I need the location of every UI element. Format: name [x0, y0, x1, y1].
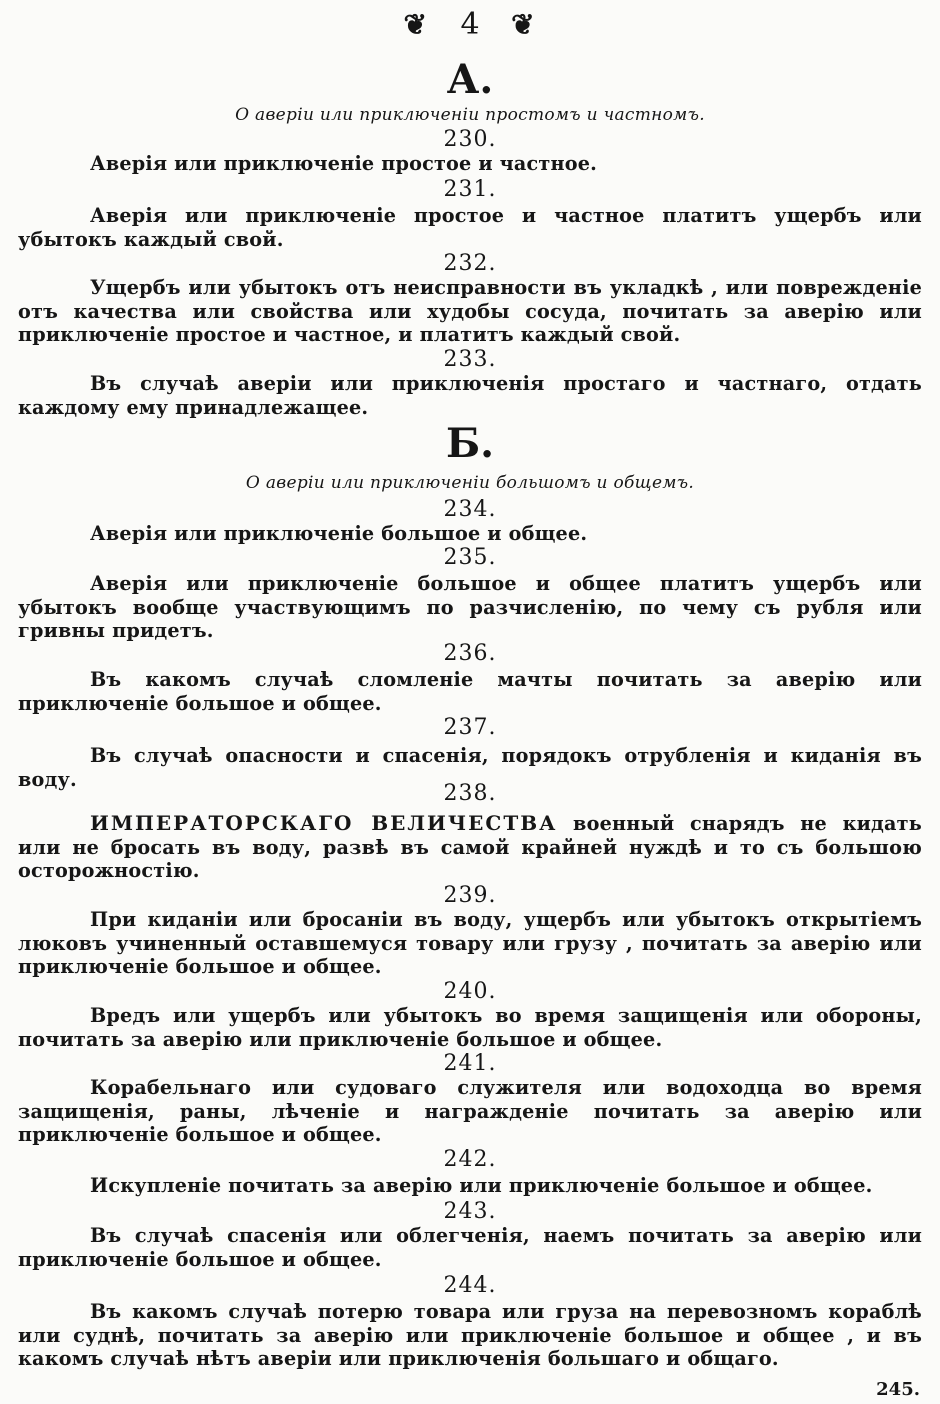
- article-number-242: 242.: [443, 1147, 497, 1172]
- page-header: [18, 6, 922, 43]
- article-text-234: Аверія или приключеніе большое и общее.: [90, 522, 588, 545]
- article-number-241: 241.: [443, 1051, 497, 1076]
- article-number-239: 239.: [443, 883, 497, 908]
- catchword: 245.: [876, 1379, 920, 1400]
- section-title-b: О аверіи или приключеніи большомъ и общемъ.: [245, 473, 695, 493]
- article-text-230: Аверія или приключеніе простое и частное.: [90, 152, 598, 175]
- article-number-236: 236.: [443, 641, 497, 666]
- article-text-233: Въ случаѣ аверіи или приключенія простаго и частнаго, отдать каждому ему принадлежащее.: [18, 372, 922, 419]
- ornament-left-icon: ❦: [403, 8, 429, 41]
- article-number-238: 238.: [443, 781, 497, 806]
- article-number-230: 230.: [443, 127, 497, 152]
- article-text-242: Искупленіе почитать за аверію или приключеніе большое и общее.: [90, 1174, 873, 1197]
- article-number-232: 232.: [443, 251, 497, 276]
- article-text-243: Въ случаѣ спасенія или облегченія, наемъ почитать за аверію или приключеніе большое и общее.: [18, 1224, 922, 1271]
- article-text-240: Вредъ или ущербъ или убытокъ во время защищенія или обороны, почитать за аверію или приключеніе большое и общее.: [18, 1004, 922, 1051]
- document-page: [18, 0, 922, 1404]
- article-number-233: 233.: [443, 347, 497, 372]
- article-text-237: Въ случаѣ опасности и спасенія, порядокъ отрубленія и киданія въ воду.: [18, 744, 922, 791]
- section-letter-b: Б.: [445, 420, 495, 467]
- article-text-238: [18, 812, 922, 883]
- article-number-235: 235.: [443, 545, 497, 570]
- article-238-body: военный снарядъ не кидать или не бросать въ воду, развѣ въ самой крайней нуждѣ и то съ большою осторожностію.: [18, 812, 922, 882]
- article-text-232: Ущербъ или убытокъ отъ неисправности въ укладкѣ , или поврежденіе отъ качества или свойства или худобы сосуда, почитать за аверію или приключеніе простое и частное, и платитъ каждый свой.: [18, 276, 922, 346]
- article-number-240: 240.: [443, 979, 497, 1004]
- section-title-a: О аверіи или приключеніи простомъ и частномъ.: [235, 105, 705, 125]
- article-number-234: 234.: [443, 497, 497, 522]
- article-text-244: Въ какомъ случаѣ потерю товара или груза на перевозномъ кораблѣ или суднѣ, почитать за аверію или приключеніе большое и общее , и въ какомъ случаѣ нѣтъ аверіи или приключенія большаго и общаго.: [18, 1300, 922, 1370]
- article-number-231: 231.: [443, 177, 497, 202]
- article-text-231: Аверія или приключеніе простое и частное платитъ ущербъ или убытокъ каждый свой.: [18, 204, 922, 251]
- article-238-lead: ИМПЕРАТОРСКАГО ВЕЛИЧЕСТВА: [90, 811, 558, 835]
- article-number-244: 244.: [443, 1273, 497, 1298]
- article-text-241: Корабельнаго или судоваго служителя или водоходца во время защищенія, раны, лѣченіе и награжденіе почитать за аверію или приключеніе большое и общее.: [18, 1076, 922, 1146]
- section-letter-a: А.: [446, 56, 494, 103]
- ornament-right-icon: ❦: [511, 8, 537, 41]
- article-number-243: 243.: [443, 1199, 497, 1224]
- page-number: 4: [460, 7, 480, 42]
- article-text-239: При киданіи или бросаніи въ воду, ущербъ или убытокъ открытіемъ люковъ учиненный оставшемуся товару или грузу , почитать за аверію или приключеніе большое и общее.: [18, 908, 922, 978]
- article-number-237: 237.: [443, 715, 497, 740]
- article-text-235: Аверія или приключеніе большое и общее платитъ ущербъ или убытокъ вообще участвующимъ по разчисленію, по чему съ рубля или гривны придетъ.: [18, 572, 922, 642]
- article-text-236: Въ какомъ случаѣ сломленіе мачты почитать за аверію или приключеніе большое и общее.: [18, 668, 922, 715]
